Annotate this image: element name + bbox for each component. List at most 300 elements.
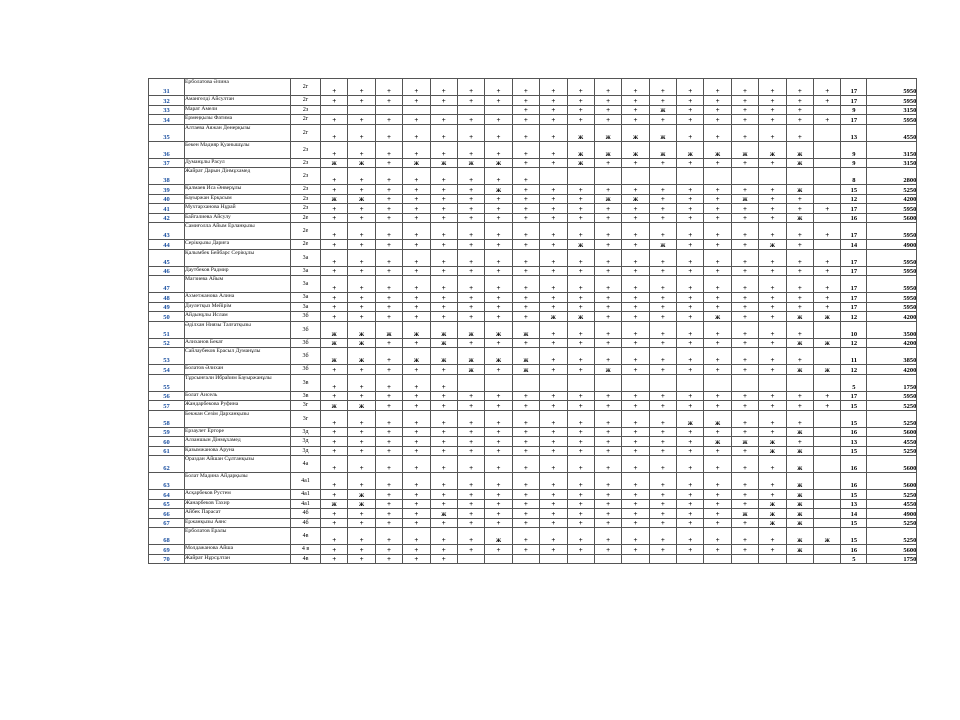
attendance-mark [677,554,704,564]
attendance-mark: ж [704,141,731,158]
attendance-mark [731,168,758,185]
attendance-mark: + [759,321,786,338]
attendance-mark [594,374,621,391]
attendance-mark: + [348,528,375,545]
attendance-mark: + [403,545,430,555]
attendance-mark: + [594,204,621,214]
attendance-mark: + [759,490,786,500]
attendance-mark: + [375,249,402,266]
days-total: 15 [841,446,867,456]
amount-sum: 4550 [867,499,917,509]
attendance-mark [814,124,841,141]
attendance-mark: ж [649,124,676,141]
student-name: Қалмаев Иса Әнверұлы [185,185,291,195]
attendance-mark: + [786,105,813,115]
attendance-mark: + [321,509,348,519]
attendance-mark: + [348,302,375,312]
attendance-mark: + [677,528,704,545]
table-row [149,518,917,528]
attendance-mark: + [567,223,594,240]
attendance-mark: + [512,302,539,312]
attendance-mark: + [540,391,567,401]
attendance-mark: + [704,427,731,437]
attendance-mark: + [485,240,512,250]
attendance-mark: ж [759,446,786,456]
attendance-mark: + [622,427,649,437]
attendance-mark [786,374,813,391]
attendance-mark: + [704,401,731,411]
attendance-mark: + [321,437,348,447]
attendance-mark: + [704,490,731,500]
attendance-mark: + [430,249,457,266]
attendance-mark: + [457,276,484,293]
days-total: 16 [841,473,867,490]
class-grade: 4а1 [291,499,321,509]
attendance-mark: + [485,223,512,240]
attendance-mark [786,554,813,564]
attendance-mark: + [403,266,430,276]
attendance-mark: + [512,204,539,214]
attendance-mark: + [485,266,512,276]
attendance-mark: + [485,427,512,437]
attendance-mark: + [731,528,758,545]
attendance-mark: ж [731,194,758,204]
attendance-mark: + [649,266,676,276]
attendance-mark: + [403,124,430,141]
attendance-mark: ж [649,141,676,158]
class-grade: 4 в [291,545,321,555]
table-row [149,528,917,545]
class-grade: 3б [291,365,321,375]
attendance-mark: ж [457,365,484,375]
attendance-mark: + [348,213,375,223]
attendance-mark: + [731,302,758,312]
attendance-mark: + [321,249,348,266]
attendance-mark: + [430,427,457,437]
attendance-mark: ж [321,499,348,509]
attendance-mark: + [375,302,402,312]
attendance-mark: + [677,96,704,106]
attendance-mark: + [348,312,375,322]
attendance-mark: + [485,96,512,106]
class-grade: 2г [291,115,321,125]
attendance-mark [540,554,567,564]
attendance-mark: + [759,293,786,303]
attendance-mark: ж [485,348,512,365]
attendance-mark: ж [594,365,621,375]
amount-sum: 4900 [867,240,917,250]
row-number: 58 [149,410,185,427]
table-row [149,374,917,391]
amount-sum: 5600 [867,213,917,223]
attendance-mark: ж [594,141,621,158]
attendance-mark: + [485,141,512,158]
attendance-mark: + [567,473,594,490]
attendance-mark: ж [731,437,758,447]
attendance-mark: + [567,348,594,365]
class-grade: 3а [291,249,321,266]
attendance-mark: ж [731,141,758,158]
student-name: Әділхан Ниязы Талғатқызы [185,321,291,338]
attendance-mark: + [430,266,457,276]
amount-sum: 3500 [867,321,917,338]
attendance-mark: + [321,391,348,401]
attendance-mark: + [403,401,430,411]
attendance-mark: + [731,293,758,303]
table-row [149,266,917,276]
table-row [149,124,917,141]
table-row [149,499,917,509]
attendance-mark: + [649,312,676,322]
attendance-mark: ж [786,518,813,528]
attendance-mark: + [594,115,621,125]
attendance-mark: + [512,391,539,401]
attendance-mark: + [512,518,539,528]
class-grade: 3д [291,437,321,447]
attendance-mark: + [485,124,512,141]
attendance-mark [649,168,676,185]
attendance-mark [814,554,841,564]
attendance-mark: + [430,410,457,427]
attendance-mark: + [321,545,348,555]
attendance-mark: + [321,410,348,427]
attendance-mark: + [731,240,758,250]
attendance-mark: + [512,490,539,500]
attendance-mark: + [731,321,758,338]
student-name: Дәулетқыз Мейірім [185,302,291,312]
class-grade: 4а1 [291,473,321,490]
attendance-mark: + [594,401,621,411]
days-total: 17 [841,96,867,106]
attendance-mark: ж [786,338,813,348]
attendance-mark: + [348,554,375,564]
attendance-mark: + [704,518,731,528]
attendance-mark: + [704,293,731,303]
attendance-mark: + [704,499,731,509]
days-total: 16 [841,427,867,437]
attendance-mark: + [567,518,594,528]
amount-sum: 3150 [867,105,917,115]
attendance-mark: + [677,348,704,365]
attendance-mark: + [321,213,348,223]
attendance-mark: + [457,391,484,401]
attendance-mark: + [348,276,375,293]
attendance-mark: + [786,348,813,365]
amount-sum: 4200 [867,194,917,204]
attendance-mark: + [403,223,430,240]
attendance-mark: + [704,446,731,456]
attendance-mark: + [457,446,484,456]
attendance-mark: + [540,293,567,303]
attendance-mark: + [321,374,348,391]
attendance-mark: ж [457,348,484,365]
student-name: Магзиева Айым [185,276,291,293]
attendance-mark: + [457,437,484,447]
attendance-mark: ж [731,509,758,519]
attendance-mark: ж [649,105,676,115]
attendance-mark: + [403,79,430,96]
attendance-mark: + [814,96,841,106]
attendance-mark: + [457,185,484,195]
attendance-mark: + [321,223,348,240]
attendance-mark: + [704,185,731,195]
attendance-mark: + [540,528,567,545]
attendance-mark: + [649,473,676,490]
attendance-mark: + [457,141,484,158]
attendance-mark: + [403,391,430,401]
attendance-mark: + [759,213,786,223]
attendance-mark: + [485,115,512,125]
days-total: 9 [841,141,867,158]
attendance-mark: + [348,79,375,96]
student-name: Болат Мадина Айдарқызы [185,473,291,490]
attendance-mark [814,213,841,223]
attendance-mark: ж [348,348,375,365]
attendance-mark [457,554,484,564]
attendance-mark: + [430,168,457,185]
attendance-mark: + [430,446,457,456]
attendance-mark: + [512,240,539,250]
attendance-mark: + [375,213,402,223]
days-total: 14 [841,240,867,250]
attendance-mark: + [731,499,758,509]
attendance-mark: ж [677,141,704,158]
attendance-mark: ж [485,158,512,168]
attendance-mark: + [321,96,348,106]
attendance-mark: + [759,115,786,125]
amount-sum: 5950 [867,391,917,401]
attendance-mark: ж [348,321,375,338]
class-grade: 3в [291,391,321,401]
attendance-mark: + [512,437,539,447]
attendance-mark: ж [567,240,594,250]
attendance-mark: + [759,105,786,115]
class-grade: 2з [291,194,321,204]
attendance-mark: ж [430,509,457,519]
attendance-mark: + [567,266,594,276]
attendance-mark: + [594,266,621,276]
attendance-mark: + [786,96,813,106]
attendance-mark [321,105,348,115]
row-number: 52 [149,338,185,348]
attendance-mark: + [704,124,731,141]
attendance-mark: + [375,168,402,185]
attendance-mark: + [677,321,704,338]
attendance-mark: + [512,115,539,125]
student-name: Мухтарханова Нұрай [185,204,291,214]
attendance-mark [457,105,484,115]
amount-sum: 3150 [867,141,917,158]
attendance-mark: ж [704,437,731,447]
attendance-mark [540,374,567,391]
attendance-mark: + [540,490,567,500]
attendance-mark: + [540,249,567,266]
attendance-mark: + [594,348,621,365]
attendance-mark: + [540,545,567,555]
attendance-mark: ж [786,365,813,375]
attendance-mark: + [677,240,704,250]
student-name: Алзаншын Дінмұхамед [185,437,291,447]
attendance-mark: + [430,96,457,106]
attendance-mark: + [759,427,786,437]
attendance-mark: + [731,348,758,365]
class-grade: 3г [291,410,321,427]
attendance-mark: + [375,240,402,250]
attendance-mark: + [348,124,375,141]
attendance-mark: ж [704,410,731,427]
attendance-mark: + [649,204,676,214]
attendance-mark: + [622,473,649,490]
attendance-mark: + [403,96,430,106]
attendance-mark: + [321,124,348,141]
student-name: Ерзаулет Ерторе [185,427,291,437]
attendance-mark: ж [786,528,813,545]
attendance-mark: + [540,302,567,312]
attendance-mark: ж [348,338,375,348]
table-row [149,338,917,348]
attendance-mark: + [375,374,402,391]
attendance-mark: + [375,410,402,427]
attendance-mark [622,168,649,185]
attendance-mark: + [704,266,731,276]
attendance-mark: + [759,185,786,195]
days-total: 14 [841,509,867,519]
attendance-mark: + [786,204,813,214]
table-row [149,213,917,223]
attendance-mark: + [321,276,348,293]
days-total: 17 [841,302,867,312]
attendance-mark [814,499,841,509]
attendance-mark: + [485,499,512,509]
attendance-mark: + [430,365,457,375]
attendance-mark: + [403,427,430,437]
attendance-mark: + [348,509,375,519]
attendance-mark: + [375,554,402,564]
attendance-mark: + [677,509,704,519]
attendance-mark: ж [457,321,484,338]
attendance-mark: + [430,312,457,322]
attendance-mark: + [731,79,758,96]
attendance-mark: + [649,446,676,456]
attendance-mark: + [430,141,457,158]
table-row [149,158,917,168]
attendance-mark: + [321,446,348,456]
class-grade: 2е [291,223,321,240]
attendance-mark: + [430,276,457,293]
attendance-mark [814,410,841,427]
days-total: 5 [841,554,867,564]
attendance-mark: + [457,401,484,411]
attendance-mark: + [512,338,539,348]
attendance-mark: + [403,554,430,564]
table-row [149,249,917,266]
row-number: 35 [149,124,185,141]
attendance-mark: + [704,115,731,125]
attendance-mark: + [512,105,539,115]
attendance-mark: + [677,185,704,195]
attendance-mark: + [731,518,758,528]
attendance-mark: + [677,79,704,96]
amount-sum: 5950 [867,204,917,214]
attendance-mark: + [457,312,484,322]
student-name: Ермеңқызы Фатима [185,115,291,125]
attendance-mark: ж [814,528,841,545]
attendance-mark: + [321,427,348,437]
attendance-mark: ж [321,338,348,348]
attendance-mark: + [457,266,484,276]
attendance-mark: + [731,410,758,427]
attendance-mark: + [512,528,539,545]
days-total: 17 [841,115,867,125]
attendance-mark: + [594,302,621,312]
row-number: 60 [149,437,185,447]
attendance-mark: + [321,141,348,158]
attendance-mark: + [677,266,704,276]
attendance-mark: + [512,410,539,427]
days-total: 13 [841,124,867,141]
attendance-mark: ж [321,348,348,365]
days-total: 16 [841,456,867,473]
row-number: 64 [149,490,185,500]
student-name: Алиханов Бекат [185,338,291,348]
attendance-mark: + [731,158,758,168]
attendance-mark: + [485,213,512,223]
attendance-mark: + [649,276,676,293]
attendance-mark: + [430,115,457,125]
table-row [149,194,917,204]
attendance-mark: + [594,427,621,437]
attendance-mark: ж [622,141,649,158]
attendance-mark: + [348,437,375,447]
attendance-mark: + [348,374,375,391]
class-grade: 4в [291,528,321,545]
attendance-mark: + [485,338,512,348]
attendance-mark: + [321,554,348,564]
row-number: 47 [149,276,185,293]
days-total: 16 [841,545,867,555]
attendance-mark: + [622,437,649,447]
attendance-mark: + [567,528,594,545]
attendance-mark: + [594,213,621,223]
attendance-mark [731,374,758,391]
attendance-mark: + [786,266,813,276]
student-name: Бекжан Сезім Дарханқызы [185,410,291,427]
attendance-mark: + [403,141,430,158]
attendance-mark: + [622,204,649,214]
attendance-mark [677,168,704,185]
attendance-mark: + [622,321,649,338]
table-row [149,141,917,158]
attendance-mark: ж [567,158,594,168]
row-number: 67 [149,518,185,528]
attendance-mark: + [375,499,402,509]
class-grade: 2г [291,96,321,106]
attendance-mark: + [759,223,786,240]
amount-sum: 4200 [867,338,917,348]
table-row [149,79,917,96]
attendance-mark [786,168,813,185]
attendance-mark: + [622,545,649,555]
amount-sum: 4200 [867,312,917,322]
attendance-mark: + [540,158,567,168]
attendance-mark: + [348,168,375,185]
attendance-mark: + [512,266,539,276]
attendance-mark: + [622,158,649,168]
attendance-mark: + [375,437,402,447]
table-body [149,79,917,564]
class-grade: 3а [291,293,321,303]
attendance-mark: + [677,124,704,141]
